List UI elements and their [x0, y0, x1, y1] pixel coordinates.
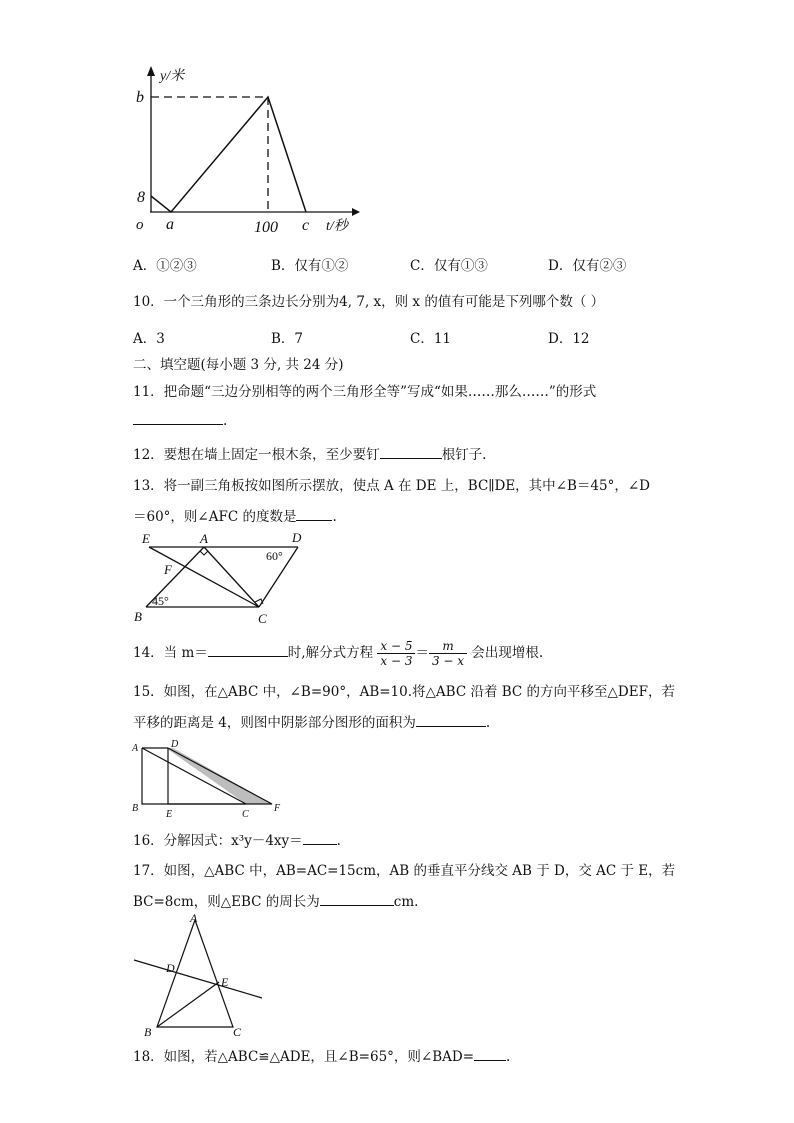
q14-eq: ＝	[415, 645, 429, 661]
q14-rhs-fraction	[429, 639, 467, 668]
q16-before: 16．分解因式：x³y－4xy＝	[133, 833, 303, 849]
label-origin: o	[136, 217, 144, 233]
label-B: B	[144, 1025, 152, 1039]
q11-blank[interactable]	[133, 412, 223, 425]
q16-line	[133, 829, 341, 849]
q9-option-d: D．仅有②③	[548, 258, 627, 274]
q14-before: 14．当 m＝	[133, 645, 208, 661]
triangle-ABC	[142, 748, 246, 804]
label-100: 100	[254, 219, 278, 236]
q9-option-c: C．仅有①③	[410, 258, 488, 274]
q12-line	[133, 443, 486, 463]
right-angle-A	[200, 551, 208, 555]
q14-rhs-num: m	[429, 639, 467, 654]
q9-option-a: A．①②③	[133, 258, 197, 274]
q13-line2	[133, 505, 337, 525]
q14-lhs-den: x − 3	[380, 654, 413, 668]
q9-graph-figure	[130, 62, 370, 242]
x-axis-label: t/秒	[326, 219, 348, 234]
label-B: B	[132, 803, 139, 814]
q18-line	[133, 1045, 510, 1065]
line-AC	[204, 547, 259, 607]
label-A: A	[132, 743, 139, 754]
perpendicular-bisector	[134, 960, 262, 998]
q16-after: .	[336, 833, 341, 849]
q17-blank[interactable]	[320, 893, 394, 906]
label-8: 8	[137, 189, 145, 206]
q11-answer-line	[133, 412, 227, 429]
q15-figure	[130, 737, 290, 822]
label-c: c	[302, 217, 310, 234]
label-E: E	[166, 809, 173, 820]
q10-option-d: D．12	[548, 331, 590, 347]
label-B: B	[134, 609, 142, 624]
q12-blank[interactable]	[380, 446, 442, 459]
label-A: A	[200, 531, 208, 546]
angle-D-label: 60°	[266, 549, 283, 563]
label-C: C	[233, 1025, 242, 1039]
q10-text: 10．一个三角形的三条边长分别为4, 7, x，则 x 的值有可能是下列哪个数（ ）	[133, 294, 605, 310]
q18-blank[interactable]	[474, 1048, 506, 1061]
y-axis-label: y/米	[160, 69, 185, 84]
label-D: D	[166, 961, 175, 975]
y-axis-arrow	[147, 66, 155, 76]
q14-lhs-fraction	[377, 639, 415, 668]
label-F: F	[274, 803, 281, 814]
q14-lhs-num: x − 5	[377, 639, 415, 654]
q17-line2-after: cm.	[393, 894, 419, 910]
graph-line	[151, 97, 306, 212]
label-C: C	[258, 611, 267, 626]
segment-BE	[157, 982, 219, 1027]
q11-end: .	[223, 413, 228, 429]
label-E: E	[142, 531, 150, 546]
q17-figure	[128, 910, 278, 1040]
q13-line1: 13．将一副三角板按如图所示摆放，使点 A 在 DE 上，BC∥DE，其中∠B＝45°，∠D	[133, 478, 650, 494]
label-A: A	[190, 911, 198, 925]
label-C: C	[242, 809, 249, 820]
q17-line1: 17．如图，△ABC 中，AB=AC=15cm，AB 的垂直平分线交 AB 于 D，交 AC 于 E，若	[133, 863, 676, 879]
q12-after: 根钉子.	[441, 447, 487, 463]
q17-line2	[133, 890, 418, 910]
q10-option-b: B．7	[271, 331, 304, 347]
q14-after: 会出现增根.	[471, 645, 544, 661]
label-b: b	[136, 89, 144, 106]
triangle-DEF	[168, 748, 272, 804]
q18-before: 18．如图，若△ABC≌△ADE，且∠B=65°，则∠BAD=	[133, 1049, 475, 1065]
label-E: E	[221, 975, 229, 989]
q15-blank[interactable]	[416, 714, 486, 727]
q15-line2-before: 平移的距离是 4，则图中阴影部分图形的面积为	[133, 715, 416, 731]
q15-line1: 15．如图，在△ABC 中，∠B=90°，AB=10.将△ABC 沿着 BC 的方向平移至△DEF，若	[133, 684, 675, 700]
q13-line2-before: ＝60°，则∠AFC 的度数是	[133, 509, 297, 525]
label-D: D	[171, 739, 179, 750]
q14-rhs-den: 3 − x	[431, 654, 465, 668]
q17-line2-before: BC=8cm，则△EBC 的周长为	[133, 894, 320, 910]
q13-blank[interactable]	[296, 508, 332, 521]
angle-B-label: 45°	[152, 594, 169, 608]
q13-figure	[128, 527, 318, 627]
q10-option-c: C．11	[410, 331, 452, 347]
q11-text: 11．把命题“三边分别相等的两个三角形全等”写成“如果……那么……”的形式	[133, 384, 597, 400]
label-a: a	[166, 216, 174, 233]
q15-line2-after: .	[485, 715, 491, 731]
label-D: D	[292, 530, 302, 545]
q14-line	[133, 636, 543, 670]
q10-option-a: A．3	[133, 331, 165, 347]
q9-option-b: B．仅有①②	[271, 258, 349, 274]
q14-middle: 时,解分式方程	[287, 645, 374, 661]
q16-blank[interactable]	[303, 832, 337, 845]
section-2-heading: 二、填空题(每小题 3 分, 共 24 分)	[133, 357, 344, 373]
label-F: F	[164, 562, 172, 577]
q18-after: .	[506, 1049, 511, 1065]
q15-line2	[133, 711, 490, 731]
q14-blank[interactable]	[208, 644, 288, 657]
q12-before: 12．要想在墙上固定一根木条，至少要钉	[133, 447, 380, 463]
q13-line2-after: .	[332, 509, 337, 525]
x-axis-arrow	[352, 208, 360, 216]
